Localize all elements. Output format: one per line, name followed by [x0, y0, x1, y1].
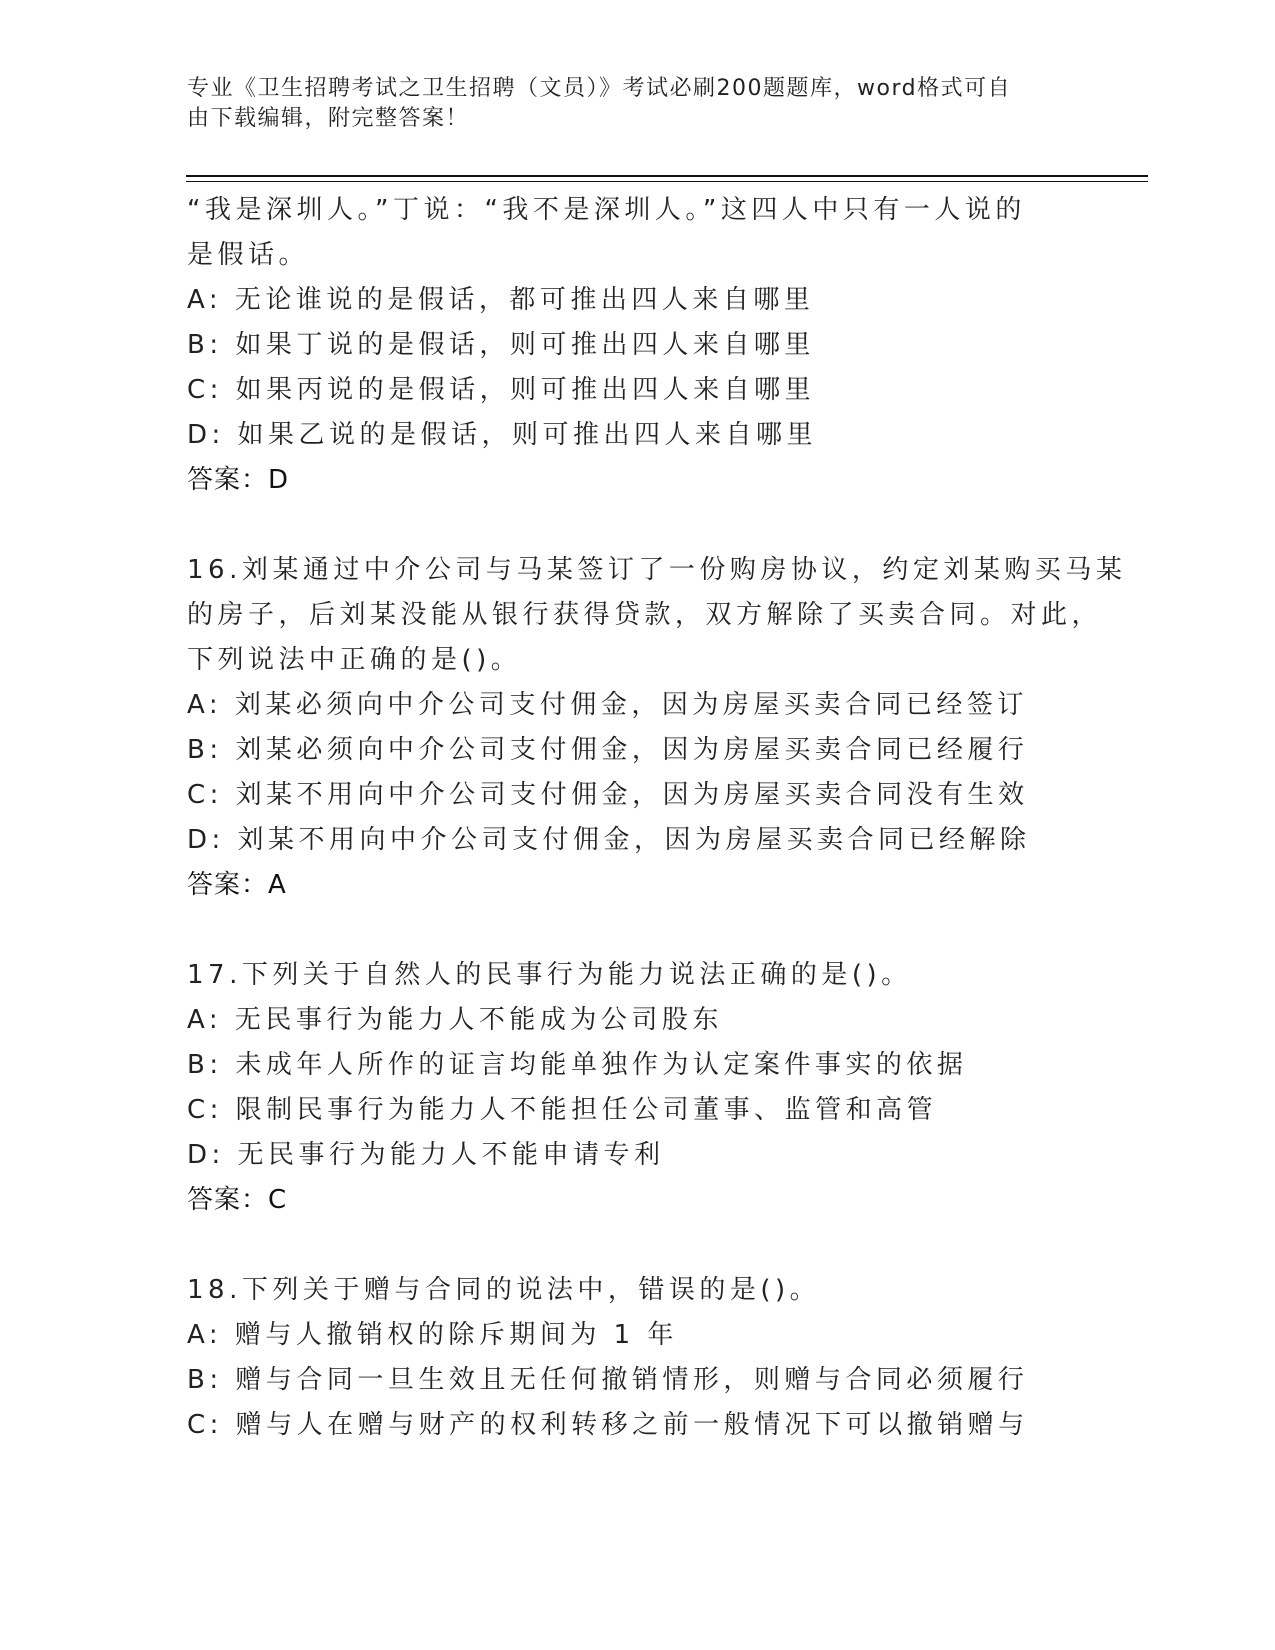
document-header	[187, 74, 1087, 134]
option-d: D: 刘某不用向中介公司支付佣金，因为房屋买卖合同已经解除	[187, 825, 1031, 855]
option-c: C: 限制民事行为能力人不能担任公司董事、监管和高管	[187, 1095, 938, 1125]
option-a: A: 无民事行为能力人不能成为公司股东	[187, 1005, 723, 1035]
question-15	[187, 188, 1087, 503]
header-line-2: 由下载编辑，附完整答案！	[187, 106, 470, 131]
question-16	[187, 548, 1127, 908]
spacer	[187, 908, 1087, 953]
question-list	[187, 188, 1127, 1448]
option-b: B: 赠与合同一旦生效且无任何撤销情形，则赠与合同必须履行	[187, 1365, 1029, 1395]
question-stem: 的房子，后刘某没能从银行获得贷款，双方解除了买卖合同。对此，	[187, 600, 1103, 630]
option-c: C: 赠与人在赠与财产的权利转移之前一般情况下可以撤销赠与	[187, 1410, 1029, 1440]
question-stem: 16.刘某通过中介公司与马某签订了一份购房协议，约定刘某购买马某	[187, 555, 1127, 585]
question-stem: 17.下列关于自然人的民事行为能力说法正确的是()。	[187, 960, 912, 990]
option-a: A: 无论谁说的是假话，都可推出四人来自哪里	[187, 285, 815, 315]
header-divider-thick	[186, 175, 1148, 177]
question-stem: 18.下列关于赠与合同的说法中，错误的是()。	[187, 1275, 821, 1305]
header-line-1: 专业《卫生招聘考试之卫生招聘（文员）》考试必刷200题题库，word格式可自	[187, 76, 1012, 101]
option-b: B: 未成年人所作的证言均能单独作为认定案件事实的依据	[187, 1050, 968, 1080]
answer-label: 答案：A	[187, 870, 287, 900]
answer-label: 答案：C	[187, 1185, 288, 1215]
option-a: A: 赠与人撤销权的除斥期间为 1 年	[187, 1320, 678, 1350]
header-divider-thin	[186, 181, 1148, 182]
question-17	[187, 953, 1087, 1223]
option-b: B: 刘某必须向中介公司支付佣金，因为房屋买卖合同已经履行	[187, 735, 1029, 765]
question-18	[187, 1268, 1087, 1448]
option-c: C: 如果丙说的是假话，则可推出四人来自哪里	[187, 375, 816, 405]
spacer	[187, 503, 1087, 548]
spacer	[187, 1223, 1087, 1268]
option-d: D: 无民事行为能力人不能申请专利	[187, 1140, 665, 1170]
option-a: A: 刘某必须向中介公司支付佣金，因为房屋买卖合同已经签订	[187, 690, 1028, 720]
option-c: C: 刘某不用向中介公司支付佣金，因为房屋买卖合同没有生效	[187, 780, 1029, 810]
question-stem: “我是深圳人。”丁说：“我不是深圳人。”这四人中只有一人说的	[187, 195, 1026, 225]
option-b: B: 如果丁说的是假话，则可推出四人来自哪里	[187, 330, 815, 360]
option-d: D: 如果乙说的是假话，则可推出四人来自哪里	[187, 420, 818, 450]
question-stem: 是假话。	[187, 240, 310, 270]
question-stem: 下列说法中正确的是()。	[187, 645, 522, 675]
answer-label: 答案：D	[187, 465, 290, 495]
